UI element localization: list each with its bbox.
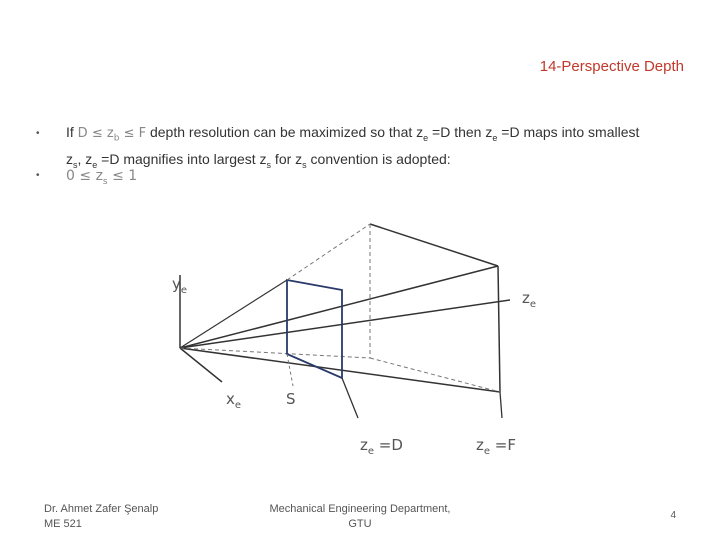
leader-zf xyxy=(500,392,502,418)
label-s: S xyxy=(286,390,296,408)
inequality-zs-range: $0 \le z_s \le 1$ xyxy=(66,168,138,187)
bullet-marker: • xyxy=(36,170,40,181)
leader-zd xyxy=(342,378,358,418)
label-ye: $y_e$ xyxy=(172,275,188,296)
far-plane-bottom-hidden xyxy=(370,358,500,392)
far-plane-right xyxy=(498,266,500,392)
inequality-d-z-f: $D \le z_b \le F$ xyxy=(77,126,147,144)
near-far-top-hidden xyxy=(287,224,370,280)
footer-author: Dr. Ahmet Zafer Şenalp ME 521 xyxy=(44,503,159,530)
frustum-edge-top xyxy=(180,266,498,348)
bullet-marker: • xyxy=(36,128,40,139)
slide-title: 14-Perspective Depth xyxy=(539,58,684,75)
footer-department: Mechanical Engineering Department, GTU xyxy=(269,503,451,530)
leader-s xyxy=(287,354,293,386)
page-number: 4 xyxy=(670,510,676,521)
bullet-text-depth-resolution: If $D \le z_b \le F$ depth resolution can be maximized so that $z_e =D$ then $z_e =D$ maps into smallest $z_s$, $z_e =D$ magnifies into largest $z_s$ for $z_s$ convention is adopted: xyxy=(66,124,640,170)
ze-axis xyxy=(180,300,510,348)
frustum-edge-bottom xyxy=(180,348,500,392)
bullet-prefix: If xyxy=(66,124,74,140)
label-ze: $z_e$ xyxy=(522,289,537,310)
far-plane-top xyxy=(370,224,498,266)
label-ze-f: $z_e =F$ xyxy=(476,436,516,457)
label-xe: $x_e$ xyxy=(226,390,242,411)
label-ze-d: $z_e =D$ xyxy=(360,436,403,457)
frustum-edge-upper xyxy=(180,280,287,348)
